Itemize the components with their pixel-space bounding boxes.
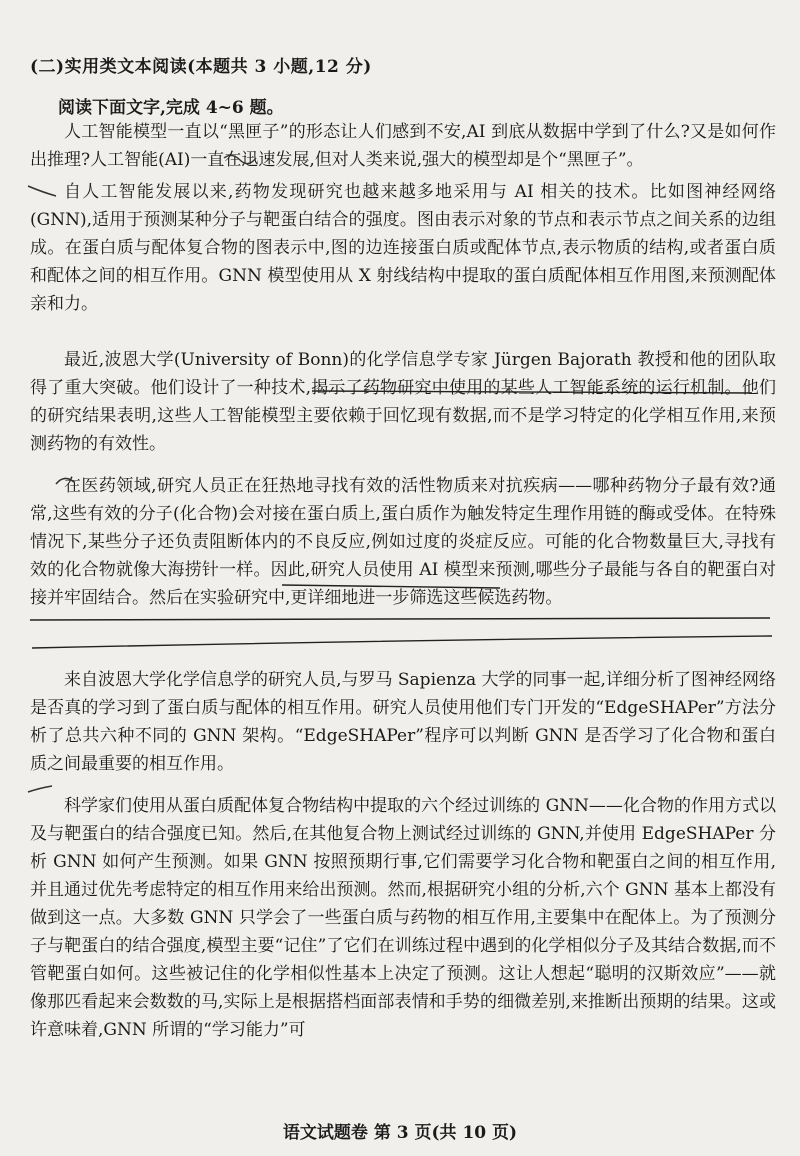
pen-underline-3 [30, 618, 770, 620]
paragraph-6: 科学家们使用从蛋白质配体复合物结构中提取的六个经过训练的 GNN——化合物的作用方式以及与靶蛋白的结合强度已知。然后,在其他复合物上测试经过训练的 GNN,并使用 EdgeSHAPer 分析 GNN 如何产生预测。如果 GNN 按照预期行事,它们需要学习化合物和靶蛋白之间的相互作用,并且通过优先考虑特定的相互作用来给出预测。然而,根据研究小组的分析,六个 GNN 基本上都没有做到这一点。大多数 GNN 只学会了一些蛋白质与药物的相互作用,主要集中在配体上。为了预测分子与靶蛋白的结合强度,模型主要“记住”了它们在训练过程中遇到的化学相似分子及其结合数据,而不管靶蛋白如何。这些被记住的化学相似性基本上决定了预测。这让人想起“聪明的汉斯效应”——就像那匹看起来会数数的马,实际上是根据搭档面部表情和手势的细微差别,来推断出预期的结果。这或许意味着,GNN 所谓的“学习能力”可 [30, 796, 776, 1040]
paragraph-2: 自人工智能发展以来,药物发现研究也越来越多地采用与 AI 相关的技术。比如图神经网络(GNN),适用于预测某种分子与靶蛋白结合的强度。图由表示对象的节点和表示节点之间关系的边组成。在蛋白质与配体复合物的图表示中,图的边连接蛋白质或配体节点,表示物质的结构,或者蛋白质和配体之间的相互作用。GNN 模型使用从 X 射线结构中提取的蛋白质配体相互作用图,来预测配体亲和力。 [30, 182, 776, 314]
pen-underline-4 [32, 636, 772, 648]
paragraph-1: 人工智能模型一直以“黑匣子”的形态让人们感到不安,AI 到底从数据中学到了什么?又是如何作出推理?人工智能(AI)一直在迅速发展,但对人类来说,强大的模型却是个“黑匣子”。 [30, 122, 776, 170]
paragraph-5: 来自波恩大学化学信息学的研究人员,与罗马 Sapienza 大学的同事一起,详细分析了图神经网络是否真的学习到了蛋白质与配体的相互作用。研究人员使用他们专门开发的“EdgeSHAPer”方法分析了总共六种不同的 GNN 架构。“EdgeSHAPer”程序可以判断 GNN 是否学习了化合物和蛋白质之间最重要的相互作用。 [30, 670, 776, 774]
instruction: 阅读下面文字,完成 4~6 题。 [58, 98, 284, 118]
page-footer: 语文试题卷 第 3 页(共 10 页) [282, 1123, 518, 1143]
paragraph-4: 在医药领域,研究人员正在狂热地寻找有效的活性物质来对抗疾病——哪种药物分子最有效?通常,这些有效的分子(化合物)会对接在蛋白质上,蛋白质作为触发特定生理作用链的酶或受体。在特殊情况下,某些分子还负责阻断体内的不良反应,例如过度的炎症反应。可能的化合物数量巨大,寻找有效的化合物就像大海捞针一样。因此,研究人员使用 AI 模型来预测,哪些分子最能与各自的靶蛋白对接并牢固结合。然后在实验研究中,更详细地进一步筛选这些候选药物。 [30, 476, 776, 608]
section-title: (二)实用类文本阅读(本题共 3 小题,12 分) [30, 57, 372, 77]
paragraph-3: 最近,波恩大学(University of Bonn)的化学信息学专家 Jürgen Bajorath 教授和他的团队取得了重大突破。他们设计了一种技术,揭示了药物研究中使用的某些人工智能系统的运行机制。他们的研究结果表明,这些人工智能模型主要依赖于回忆现有数据,而不是学习特定的化学相互作用,来预测药物的有效性。 [30, 350, 776, 454]
